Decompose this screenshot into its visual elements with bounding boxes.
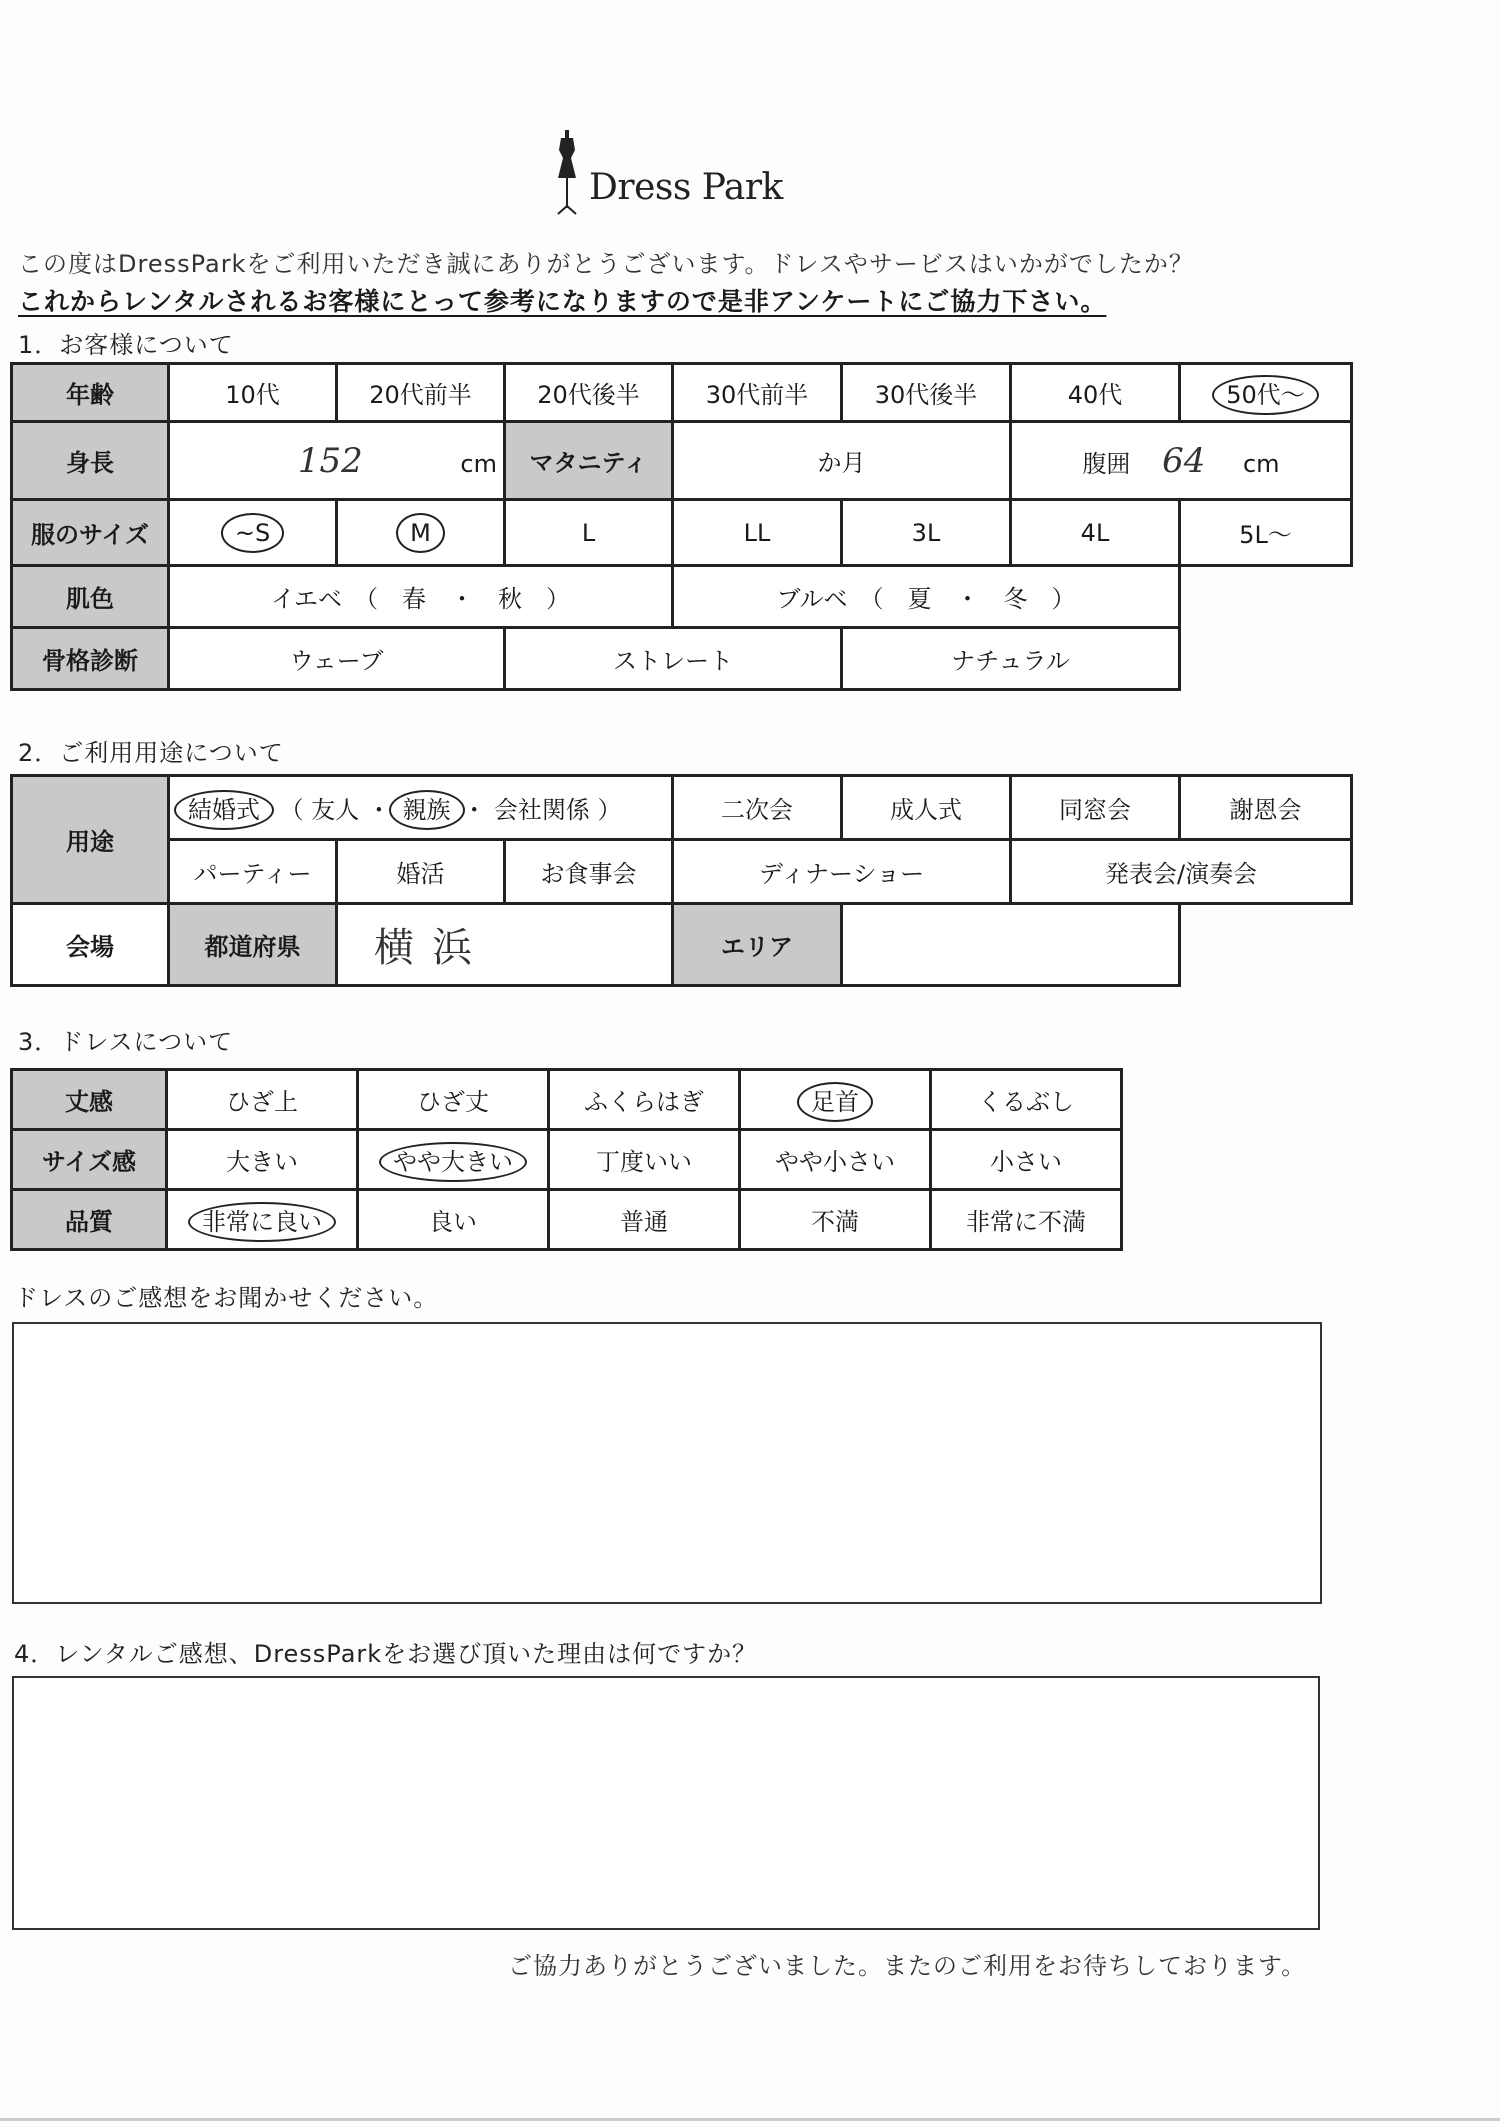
wedding-selected-mark: 結婚式: [174, 790, 274, 830]
usage-option[interactable]: お食事会: [505, 840, 673, 904]
frame-label: 骨格診断: [12, 628, 169, 690]
footer-thanks: ご協力ありがとうございました。またのご利用をお待ちしております。: [508, 1952, 1307, 1980]
intro-thanks: この度はDressParkをご利用いただき誠にありがとうございます。ドレスやサービスはいかがでしたか？: [18, 250, 1194, 278]
paren-open: （: [279, 796, 304, 824]
usage-option[interactable]: ディナーショー: [673, 840, 1011, 904]
age-option[interactable]: 20代後半: [505, 364, 673, 422]
separator-dot: ・: [462, 796, 487, 824]
section2-title: 2．ご利用用途について: [18, 739, 284, 767]
fit-option[interactable]: やや小さい: [740, 1130, 931, 1190]
usage-option[interactable]: 発表会/演奏会: [1011, 840, 1352, 904]
dress-impression-textarea[interactable]: [12, 1322, 1322, 1604]
brand-name: Dress Park: [589, 167, 783, 208]
pref-field[interactable]: [337, 904, 673, 986]
frame-row: [12, 628, 1352, 690]
waist-field[interactable]: [1011, 422, 1352, 500]
age-option[interactable]: 10代: [169, 364, 337, 422]
height-label: 身長: [12, 422, 169, 500]
usage-option[interactable]: 同窓会: [1011, 776, 1180, 840]
separator-dot: ・: [366, 796, 391, 824]
fit-label: サイズ感: [12, 1130, 167, 1190]
fit-option[interactable]: 小さい: [931, 1130, 1122, 1190]
maternity-unit: か月: [817, 449, 866, 477]
dress-impression-prompt: ドレスのご感想をお聞かせください。: [14, 1284, 439, 1312]
usage-row-1: [12, 776, 1352, 840]
height-unit: cm: [460, 449, 497, 478]
size-row: [12, 500, 1352, 566]
purpose-label: 用途: [12, 776, 169, 904]
frame-option[interactable]: ウェーブ: [169, 628, 505, 690]
length-option[interactable]: ひざ上: [167, 1070, 358, 1130]
size-selected-mark: ~S: [221, 513, 284, 553]
age-option[interactable]: 40代: [1011, 364, 1180, 422]
size-option-selected[interactable]: [169, 500, 337, 566]
length-option-selected[interactable]: [740, 1070, 931, 1130]
customer-table: [10, 362, 1353, 691]
area-field[interactable]: [842, 904, 1180, 986]
size-option[interactable]: 5L～: [1180, 500, 1352, 566]
area-label: エリア: [673, 904, 842, 986]
waist-label: 腹囲: [1082, 449, 1131, 478]
age-row: [12, 364, 1352, 422]
usage-table: [10, 774, 1353, 987]
scan-edge: [0, 2118, 1500, 2121]
length-option[interactable]: ふくらはぎ: [549, 1070, 740, 1130]
fit-option[interactable]: 丁度いい: [549, 1130, 740, 1190]
height-value: 152: [297, 440, 363, 481]
section1-title: 1．お客様について: [18, 331, 234, 359]
quality-selected-mark: 非常に良い: [188, 1202, 336, 1242]
venue-label: 会場: [12, 904, 169, 986]
size-label: 服のサイズ: [12, 500, 169, 566]
company-option[interactable]: 会社関係: [493, 796, 590, 824]
size-option[interactable]: 4L: [1011, 500, 1180, 566]
size-selected-mark: M: [396, 513, 445, 553]
quality-option[interactable]: 良い: [358, 1190, 549, 1250]
length-option[interactable]: くるぶし: [931, 1070, 1122, 1130]
size-option[interactable]: LL: [673, 500, 842, 566]
waist-unit: cm: [1242, 449, 1280, 478]
usage-option[interactable]: 婚活: [337, 840, 505, 904]
maternity-field[interactable]: [673, 422, 1011, 500]
venue-row: [12, 904, 1352, 986]
pref-value: 横浜: [374, 925, 490, 971]
usage-option[interactable]: 二次会: [673, 776, 842, 840]
skin-blue-option[interactable]: ブルベ （ 夏 ・ 冬 ）: [673, 566, 1180, 628]
brand-logo: [553, 130, 783, 216]
frame-option[interactable]: ストレート: [505, 628, 842, 690]
usage-option[interactable]: 成人式: [842, 776, 1011, 840]
pref-label: 都道府県: [169, 904, 337, 986]
age-option[interactable]: 30代後半: [842, 364, 1011, 422]
waist-value: 64: [1162, 440, 1206, 481]
dress-form-icon: [553, 130, 581, 216]
paren-close: ）: [597, 796, 622, 824]
quality-option-selected[interactable]: [167, 1190, 358, 1250]
length-label: 丈感: [12, 1070, 167, 1130]
frame-option[interactable]: ナチュラル: [842, 628, 1180, 690]
length-selected-mark: 足首: [797, 1082, 873, 1122]
usage-row-2: [12, 840, 1352, 904]
intro-request: これからレンタルされるお客様にとって参考になりますので是非アンケートにご協力下さい。: [18, 287, 1107, 316]
fit-selected-mark: やや大きい: [379, 1142, 527, 1182]
skin-label: 肌色: [12, 566, 169, 628]
size-option[interactable]: 3L: [842, 500, 1011, 566]
usage-option[interactable]: パーティー: [169, 840, 337, 904]
skin-yellow-option[interactable]: イエベ （ 春 ・ 秋 ）: [169, 566, 673, 628]
dress-table: [10, 1068, 1123, 1251]
wedding-option[interactable]: [169, 776, 673, 840]
friend-option[interactable]: 友人: [311, 796, 360, 824]
quality-option[interactable]: 非常に不満: [931, 1190, 1122, 1250]
fit-option-selected[interactable]: [358, 1130, 549, 1190]
family-selected-mark[interactable]: 親族: [389, 790, 465, 830]
fit-option[interactable]: 大きい: [167, 1130, 358, 1190]
age-option[interactable]: 20代前半: [337, 364, 505, 422]
height-row: [12, 422, 1352, 500]
section4-title: 4．レンタルご感想、DressParkをお選び頂いた理由は何ですか？: [14, 1640, 758, 1668]
quality-option[interactable]: 不満: [740, 1190, 931, 1250]
skin-row: [12, 566, 1352, 628]
section3-title: 3．ドレスについて: [18, 1028, 234, 1056]
age-selected-mark: 50代～: [1212, 375, 1319, 415]
maternity-label: マタニティ: [505, 422, 673, 500]
rental-reason-textarea[interactable]: [12, 1676, 1320, 1930]
quality-row: [12, 1190, 1122, 1250]
size-option-selected[interactable]: [337, 500, 505, 566]
height-field[interactable]: [169, 422, 505, 500]
age-option-selected[interactable]: [1180, 364, 1352, 422]
age-label: 年齢: [12, 364, 169, 422]
quality-option[interactable]: 普通: [549, 1190, 740, 1250]
length-row: [12, 1070, 1122, 1130]
age-option[interactable]: 30代前半: [673, 364, 842, 422]
quality-label: 品質: [12, 1190, 167, 1250]
length-option[interactable]: ひざ丈: [358, 1070, 549, 1130]
fit-row: [12, 1130, 1122, 1190]
size-option[interactable]: L: [505, 500, 673, 566]
usage-option[interactable]: 謝恩会: [1180, 776, 1352, 840]
